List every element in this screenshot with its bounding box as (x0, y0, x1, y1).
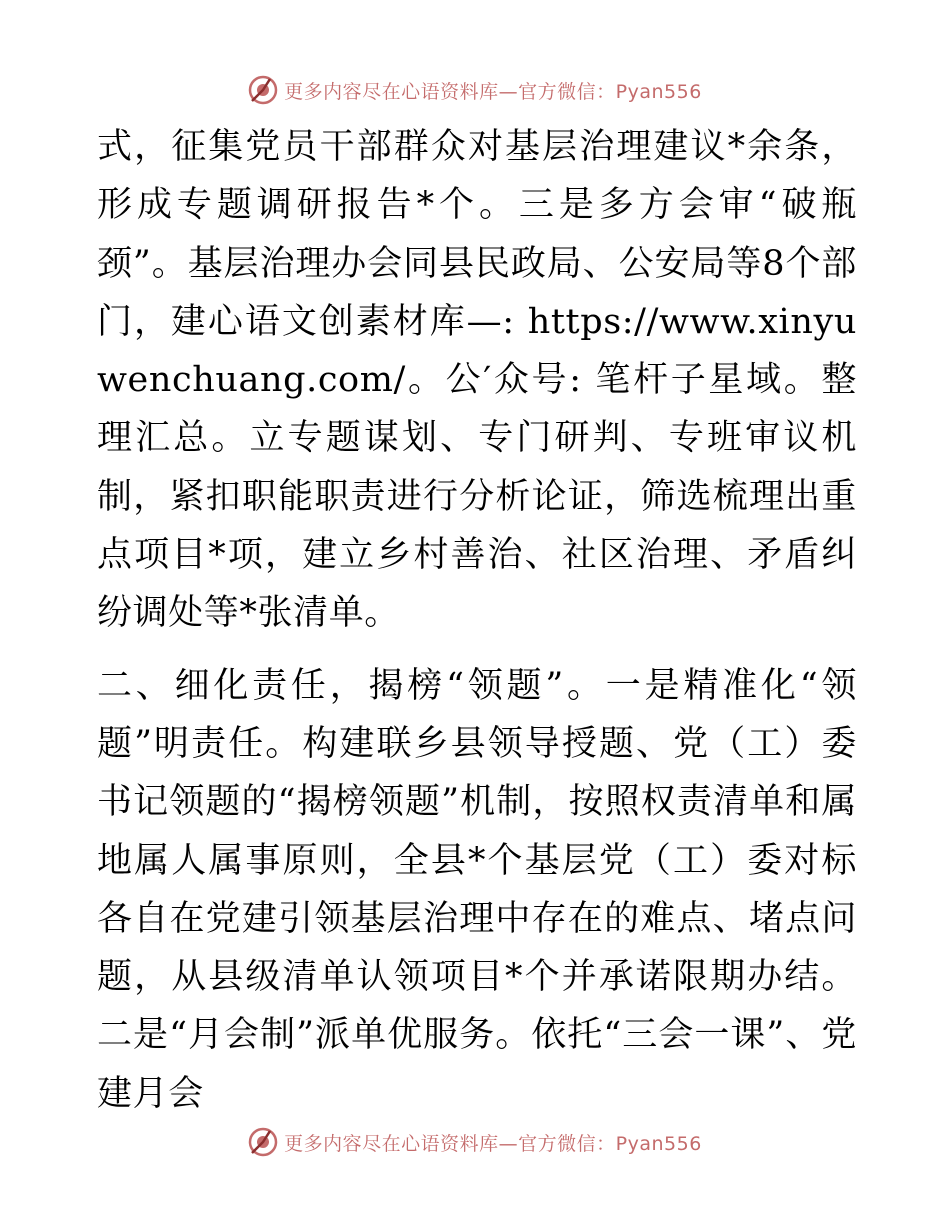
paragraph-2: 二、细化责任，揭榜“领题”。一是精准化“领题”明责任。构建联乡县领导授题、党（工）委书记领题的“揭榜领题”机制，按照权责清单和属地属人属事原则，全县*个基层党（工）委对标各自在党建引领基层治理中存在的难点、堵点问题，从县级清单认领项目*个并承诺限期办结。二是“月会制”派单优服务。依托“三会一课”、党建月会 (97, 665, 857, 1114)
brand-logo-icon (248, 1127, 278, 1157)
watermark-text: 更多内容尽在心语资料库—官方微信：Pyan556 (284, 80, 702, 103)
footer-watermark (0, 1122, 950, 1162)
brand-logo-icon (248, 75, 278, 105)
watermark-text: 更多内容尽在心语资料库—官方微信：Pyan556 (284, 1132, 702, 1155)
paragraph-1: 式，征集党员干部群众对基层治理建议*余条，形成专题调研报告*个。三是多方会审“破瓶颈”。基层治理办会同县民政局、公安局等8个部门，建心语文创素材库—: https://www.xinyuwenchuang.com/。公′众号: 笔杆子星域。整理汇总。立专题谋划、专门研判、专班审议机制，紧扣职能职责进行分析论证，筛选梳理出重点项目*项，建立乡村善治、社区治理、矛盾纠纷调处等*张清单。 (97, 127, 857, 634)
header-watermark (0, 70, 950, 110)
document-body (97, 118, 857, 1123)
